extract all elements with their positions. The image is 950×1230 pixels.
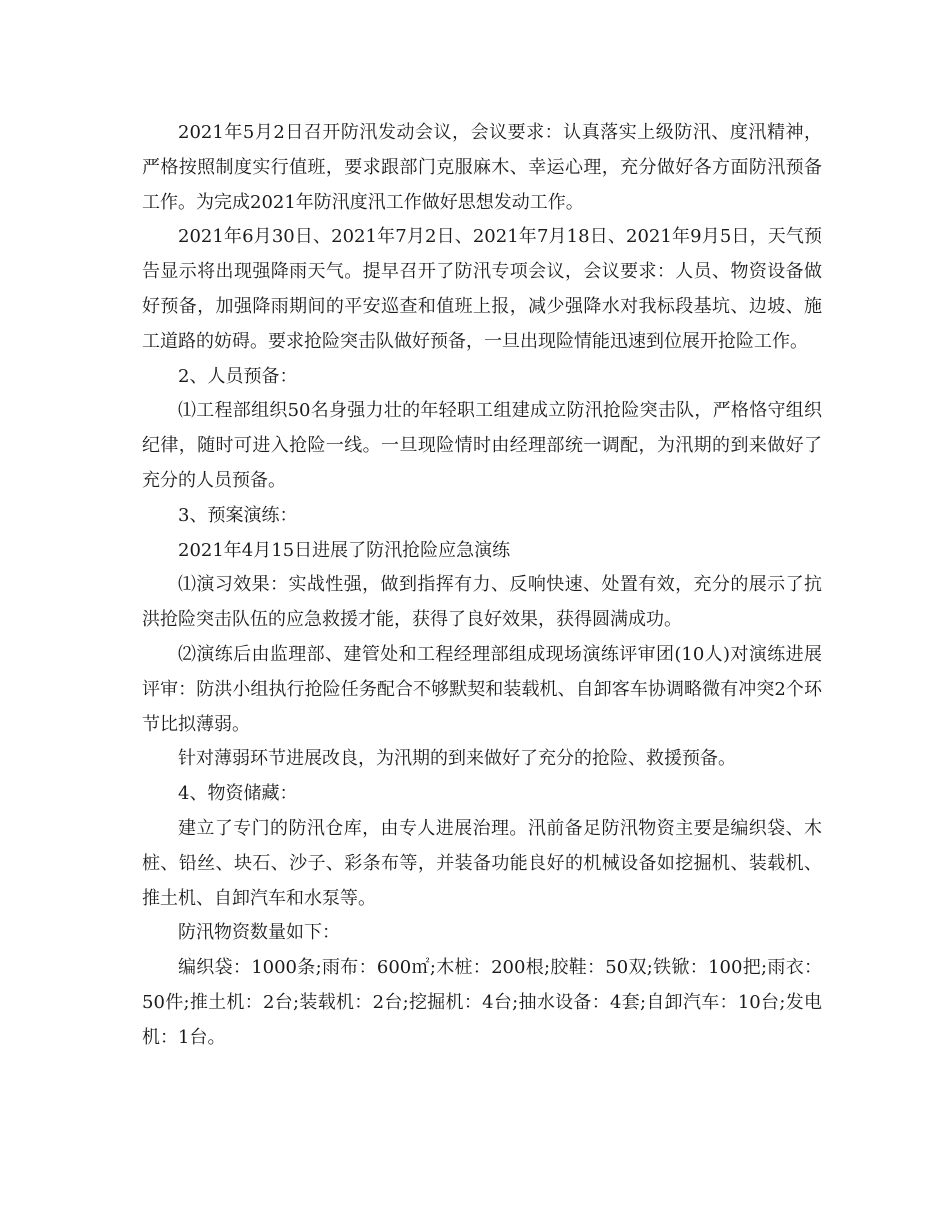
paragraph-drill-effect: ⑴演习效果：实战性强，做到指挥有力、反响快速、处置有效，充分的展示了抗洪抢险突击队伍的应急救援才能，获得了良好效果，获得圆满成功。 <box>142 574 822 631</box>
paragraph-improvement: 针对薄弱环节进展改良，为汛期的到来做好了充分的抢险、救援预备。 <box>178 748 736 770</box>
paragraph-materials-list: 编织袋：1000条;雨布：600㎡;木桩：200根;胶鞋：50双;铁锨：100把;雨衣：50件;推土机：2台;装载机：2台;挖掘机：4台;抽水设备：4套;自卸汽车：10台;发电机：1台。 <box>142 957 822 1048</box>
heading-personnel: 2、人员预备： <box>178 365 298 387</box>
document-page <box>142 116 822 1056</box>
paragraph-rain-warnings: 2021年6月30日、2021年7月2日、2021年7月18日、2021年9月5日，天气预告显示将出现强降雨天气。提早召开了防汛专项会议，会议要求：人员、物资设备做好预备，加强降雨期间的平安巡查和值班上报，减少强降水对我标段基坑、边坡、施工道路的妨碍。要求抢险突击队做好预备，一旦出现险情能迅速到位展开抢险工作。 <box>142 226 822 352</box>
heading-drill: 3、预案演练： <box>178 504 298 526</box>
heading-materials: 4、物资储藏： <box>178 783 298 805</box>
paragraph-meeting-may: 2021年5月2日召开防汛发动会议，会议要求：认真落实上级防汛、度汛精神，严格按照制度实行值班，要求跟部门克服麻木、幸运心理，充分做好各方面防汛预备工作。为完成2021年防汛度汛工作做好思想发动工作。 <box>142 122 822 213</box>
paragraph-personnel-team: ⑴工程部组织50名身强力壮的年轻职工组建成立防汛抢险突击队，严格恪守组织纪律，随时可进入抢险一线。一旦现险情时由经理部统一调配，为汛期的到来做好了充分的人员预备。 <box>142 400 822 491</box>
paragraph-materials-intro: 防汛物资数量如下： <box>178 922 340 944</box>
paragraph-drill-review: ⑵演练后由监理部、建管处和工程经理部组成现场演练评审团(10人)对演练进展评审：防洪小组执行抢险任务配合不够默契和装载机、自卸客车协调略微有冲突2个环节比拟薄弱。 <box>142 643 822 735</box>
paragraph-drill-date: 2021年4月15日进展了防汛抢险应急演练 <box>178 539 511 561</box>
paragraph-warehouse: 建立了专门的防汛仓库，由专人进展治理。汛前备足防汛物资主要是编织袋、木桩、铅丝、块石、沙子、彩条布等，并装备功能良好的机械设备如挖掘机、装载机、推土机、自卸汽车和水泵等。 <box>142 817 822 909</box>
